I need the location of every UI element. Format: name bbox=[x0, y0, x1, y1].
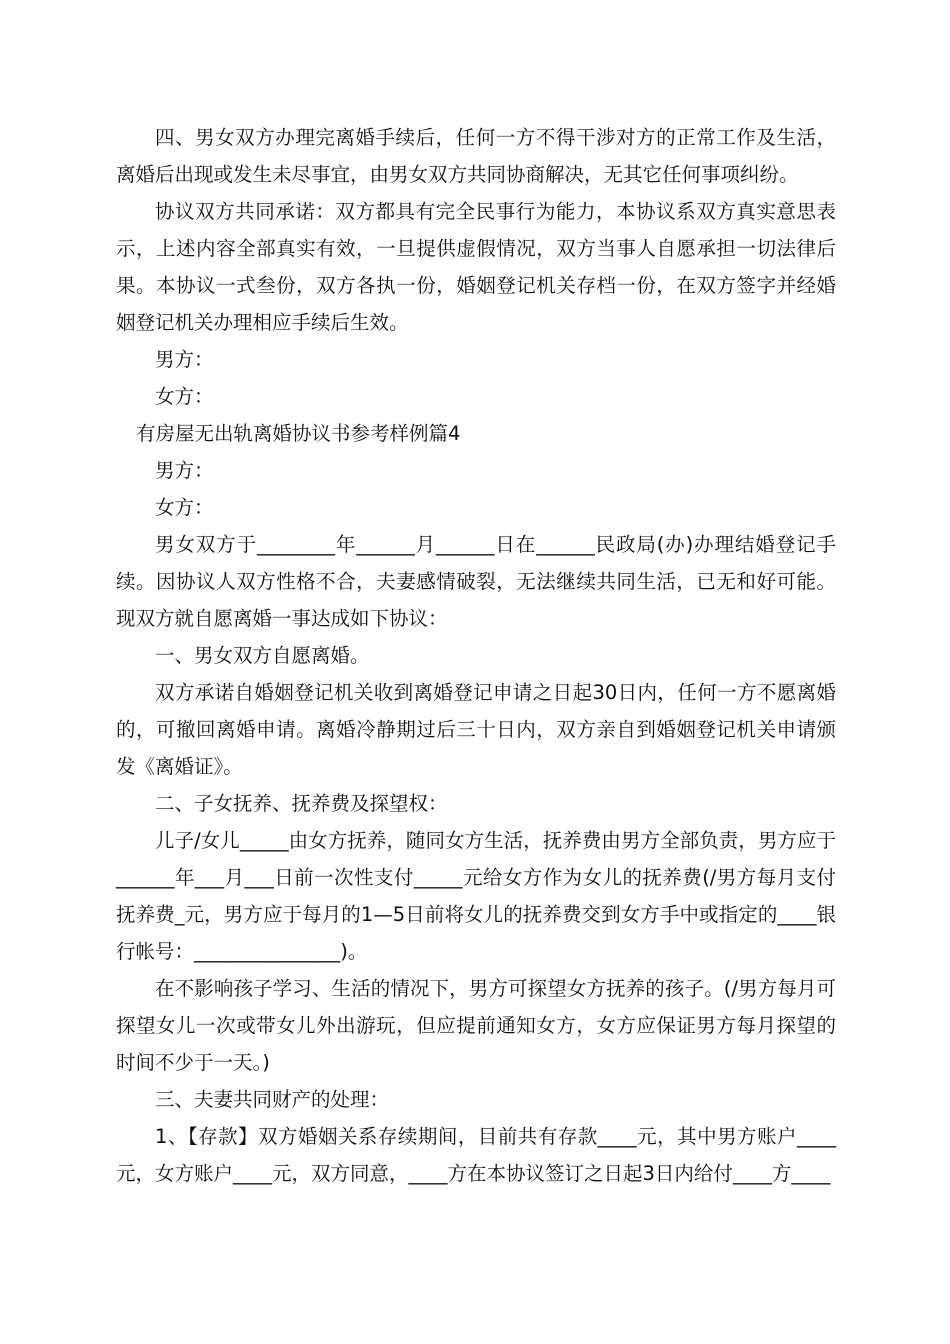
section-title: 有房屋无出轨离婚协议书参考样例篇4 bbox=[136, 422, 461, 445]
visitation-paragraph: 在不影响孩子学习、生活的情况下，男方可探望女方抚养的孩子。(/男方每月可探望女儿一次或带女儿外出游玩，但应提前通知女方，女方应保证男方每月探望的时间不少于一天。) bbox=[116, 977, 836, 1074]
female-party-line: 女方： bbox=[155, 496, 214, 519]
savings-paragraph: 1、【存款】双方婚姻关系存续期间，目前共有存款____元，其中男方账户____元，女方账户____元，双方同意，____方在本协议签订之日起3日内给付____方____ bbox=[116, 1125, 836, 1185]
marriage-registration-paragraph: 男女双方于________年______月______日在______民政局(办)办理结婚登记手续。因协议人双方性格不合，夫妻感情破裂，无法继续共同生活，已无和好可能。现双方就自愿离婚一事达成如下协议： bbox=[116, 533, 836, 630]
document-body bbox=[116, 119, 836, 1192]
cooling-off-paragraph: 双方承诺自婚姻登记机关收到离婚登记申请之日起30日内，任何一方不愿离婚的，可撤回离婚申请。离婚冷静期过后三十日内，双方亲自到婚姻登记机关申请颁发《离婚证》。 bbox=[116, 681, 836, 778]
female-party-signature-line: 女方： bbox=[155, 385, 214, 408]
clause-four-paragraph: 四、男女双方办理完离婚手续后，任何一方不得干涉对方的正常工作及生活，离婚后出现或发生未尽事宜，由男女双方共同协商解决，无其它任何事项纠纷。 bbox=[116, 126, 836, 186]
clause-three-heading: 三、夫妻共同财产的处理： bbox=[155, 1088, 390, 1111]
child-custody-paragraph: 儿子/女儿_____由女方抚养，随同女方生活，抚养费由男方全部负责，男方应于______年___月___日前一次性支付_____元给女方作为女儿的抚养费(/男方每月支付抚养费_元，男方应于每月的1—5日前将女儿的抚养费交到女方手中或指定的____银行帐号：_______________)。 bbox=[116, 829, 836, 963]
clause-two-heading: 二、子女抚养、抚养费及探望权： bbox=[155, 792, 448, 815]
mutual-commitment-paragraph: 协议双方共同承诺：双方都具有完全民事行为能力，本协议系双方真实意思表示，上述内容全部真实有效，一旦提供虚假情况，双方当事人自愿承担一切法律后果。本协议一式叁份，双方各执一份，婚姻登记机关存档一份，在双方签字并经婚姻登记机关办理相应手续后生效。 bbox=[116, 200, 836, 334]
male-party-line: 男方： bbox=[155, 459, 214, 482]
clause-one-heading: 一、男女双方自愿离婚。 bbox=[155, 644, 370, 667]
male-party-signature-line: 男方： bbox=[155, 348, 214, 371]
